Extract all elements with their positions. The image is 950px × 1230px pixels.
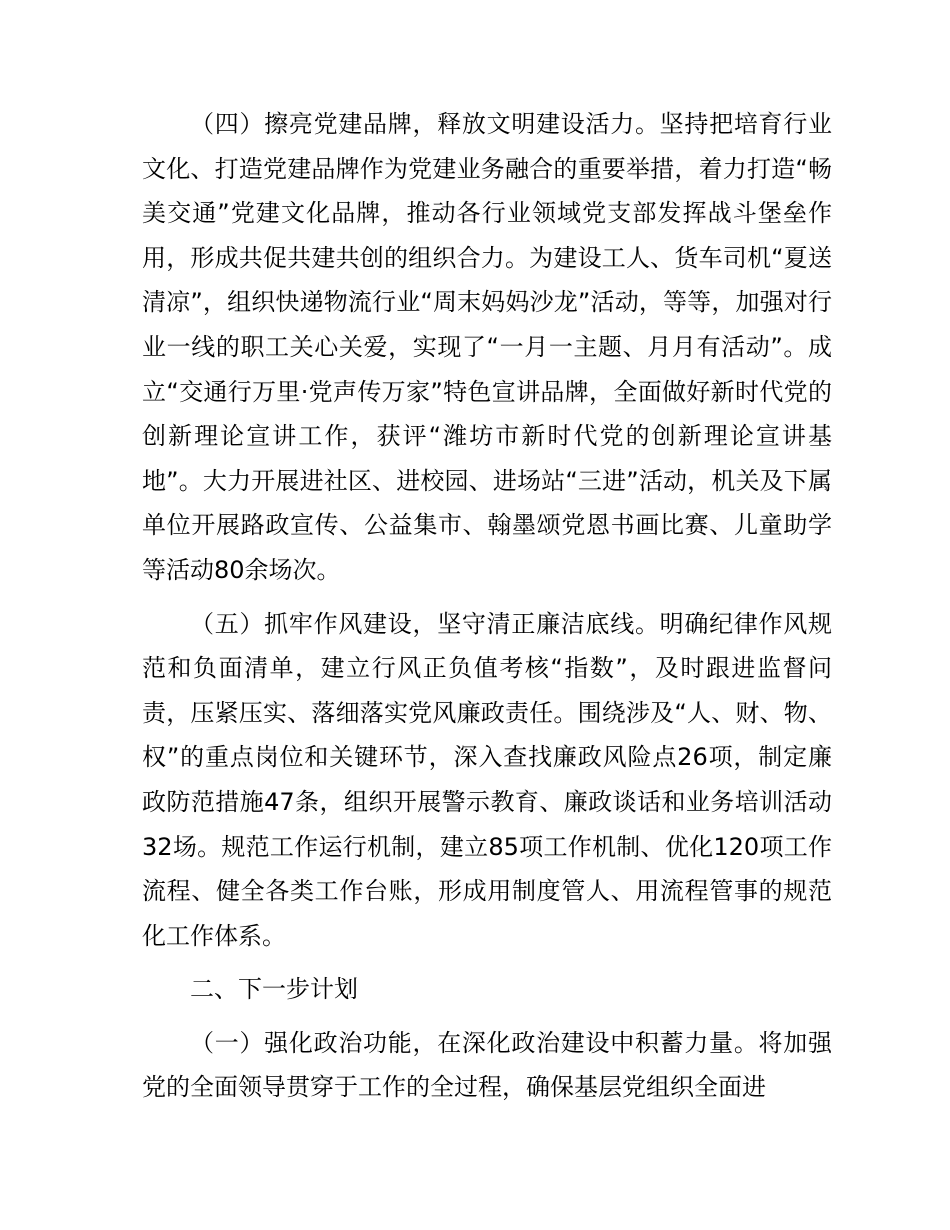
paragraph-party-brand: （四）擦亮党建品牌，释放文明建设活力。坚持把培育行业文化、打造党建品牌作为党建业务融合的重要举措，着力打造“畅美交通”党建文化品牌，推动各行业领域党支部发挥战斗堡垒作用，形成共促共建共创的组织合力。为建设工人、货车司机“夏送清凉”，组织快递物流行业“周末妈妈沙龙”活动，等等，加强对行业一线的职工关心关爱，实现了“一月一主题、月月有活动”。成立“交通行万里·党声传万家”特色宣讲品牌，全面做好新时代党的创新理论宣讲工作，获评“潍坊市新时代党的创新理论宣讲基地”。大力开展进社区、进校园、进场站“三进”活动，机关及下属单位开展路政宣传、公益集市、翰墨颂党恩书画比赛、儿童助学等活动80余场次。: [142, 110, 832, 584]
paragraph-political-function: （一）强化政治功能，在深化政治建设中积蓄力量。将加强党的全面领导贯穿于工作的全过程，确保基层党组织全面进: [142, 1028, 832, 1102]
document-body: [142, 102, 832, 1110]
paragraph-work-style: （五）抓牢作风建设，坚守清正廉洁底线。明确纪律作风规范和负面清单，建立行风正负值考核“指数”，及时跟进监督问责，压紧压实、落细落实党风廉政责任。围绕涉及“人、财、物、权”的重点岗位和关键环节，深入查找廉政风险点26项，制定廉政防范措施47条，组织开展警示教育、廉政谈话和业务培训活动32场。规范工作运行机制，建立85项工作机制、优化120项工作流程、健全各类工作台账，形成用制度管人、用流程管事的规范化工作体系。: [142, 609, 832, 950]
section-heading-next-plan: 二、下一步计划: [190, 975, 358, 1004]
